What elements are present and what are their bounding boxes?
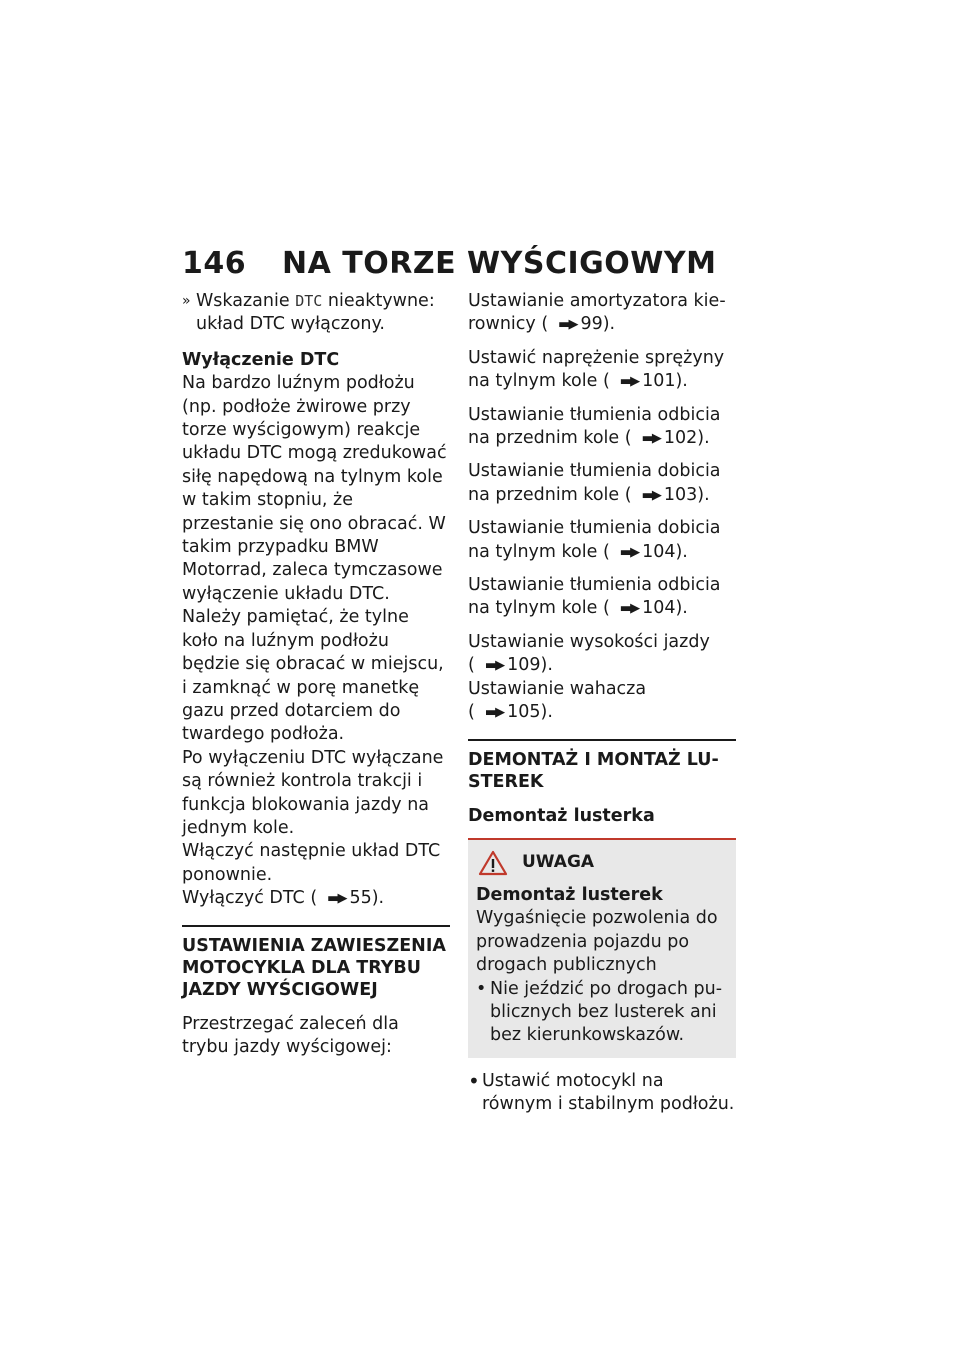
warning-text: Wygaśnięcie pozwolenia do prowadzenia pojazdu po drogach publicznych (476, 908, 718, 976)
paragraph: Przestrzegać zaleceń dla trybu jazdy wyścigowej: (182, 1013, 399, 1057)
subheading-mirror-removal: Demontaż lusterka (468, 805, 655, 826)
subheading-dtc-off: Wyłączenie DTC (182, 349, 340, 370)
chapter-title: NA TORZE WYŚCIGOWYM (282, 246, 717, 281)
page-reference-arrow-icon: ▬▶ (327, 891, 346, 907)
paragraph: Po wyłączeniu DTC wyłączane są również kontrola trakcji i funkcja blokowania jazdy na jednym kole. (182, 747, 444, 838)
cross-reference[interactable]: Ustawić naprężenie sprężyny na tylnym kole ( ▬▶ 101). (468, 347, 736, 394)
cross-reference[interactable]: Ustawianie tłumienia odbicia na tylnym kole ( ▬▶ 104). (468, 574, 736, 621)
cross-reference[interactable]: Ustawianie tłumienia dobicia na tylnym kole ( ▬▶ 104). (468, 517, 736, 564)
page-reference-arrow-icon: ▬▶ (641, 431, 660, 447)
section-title-mirrors: DEMONTAŻ I MONTAŻ LUSTEREK (468, 739, 736, 793)
page-reference-arrow-icon: ▬▶ (558, 317, 577, 333)
page-reference-arrow-icon: ▬▶ (641, 487, 660, 503)
paragraph: Na bardzo luźnym podłożu (np. podłoże żwirowe przy torze wyścigowym) reakcje układu DTC mogą zredukować siłę napędową na tylnym kole w takim stopniu, że przestanie się ono obracać. W takim przypadku BMW Motorrad, zaleca tymczasowe wyłączenie układu DTC. (182, 373, 447, 604)
section-title-suspension: USTAWIENIA ZAWIESZENIA MOTOCYKLA DLA TRYBU JAZDY WYŚCIGOWEJ (182, 925, 450, 1001)
warning-bullet: • Nie jeździć po drogach publicznych bez lusterek ani bez kierunkowskazów. (476, 978, 723, 1046)
paragraph: Włączyć następnie układ DTC ponownie. (182, 841, 441, 885)
right-column (468, 290, 736, 1127)
page-reference-arrow-icon: ▬▶ (619, 544, 639, 560)
result-marker: » (182, 293, 191, 309)
reference-list (468, 290, 736, 725)
paragraph: Należy pamiętać, że tylne koło na luźnym podłożu będzie się obracać w miejscu, i zamknąć w porę manetkę gazu przed dotarciem do twardego podłoża. (182, 607, 444, 745)
cross-reference[interactable]: Ustawianie tłumienia dobicia na przednim kole ( ▬▶ 103). (468, 460, 736, 507)
cross-reference[interactable]: Ustawianie amortyzatora kierownicy ( ▬▶ 99). (468, 290, 736, 337)
page-header (182, 246, 716, 281)
warning-triangle-icon (478, 850, 508, 876)
cross-reference[interactable]: Ustawianie wysokości jazdy ( ▬▶ 109). (468, 631, 736, 678)
page-reference-arrow-icon: ▬▶ (484, 658, 504, 674)
warning-label: UWAGA (522, 852, 595, 873)
warning-box (468, 838, 736, 1058)
page-number: 146 (182, 246, 247, 281)
result-note: » Wskazanie DTC nieaktywne: układ DTC wyłączony. (182, 291, 435, 335)
page-reference-arrow-icon: ▬▶ (484, 705, 504, 721)
page-reference-arrow-icon: ▬▶ (619, 374, 639, 390)
cross-reference[interactable]: Wyłączyć DTC ( ▬▶ 55). (182, 887, 450, 910)
cross-reference[interactable]: Ustawianie wahacza ( ▬▶ 105). (468, 678, 736, 725)
display-code: DTC (295, 292, 323, 310)
left-column (182, 290, 450, 1069)
warning-title: Demontaż lusterek (476, 884, 663, 905)
cross-reference[interactable]: Ustawianie tłumienia odbicia na przednim kole ( ▬▶ 102). (468, 404, 736, 451)
page-reference-arrow-icon: ▬▶ (619, 601, 639, 617)
action-step: • Ustawić motocykl na równym i stabilnym podłożu. (468, 1068, 735, 1115)
